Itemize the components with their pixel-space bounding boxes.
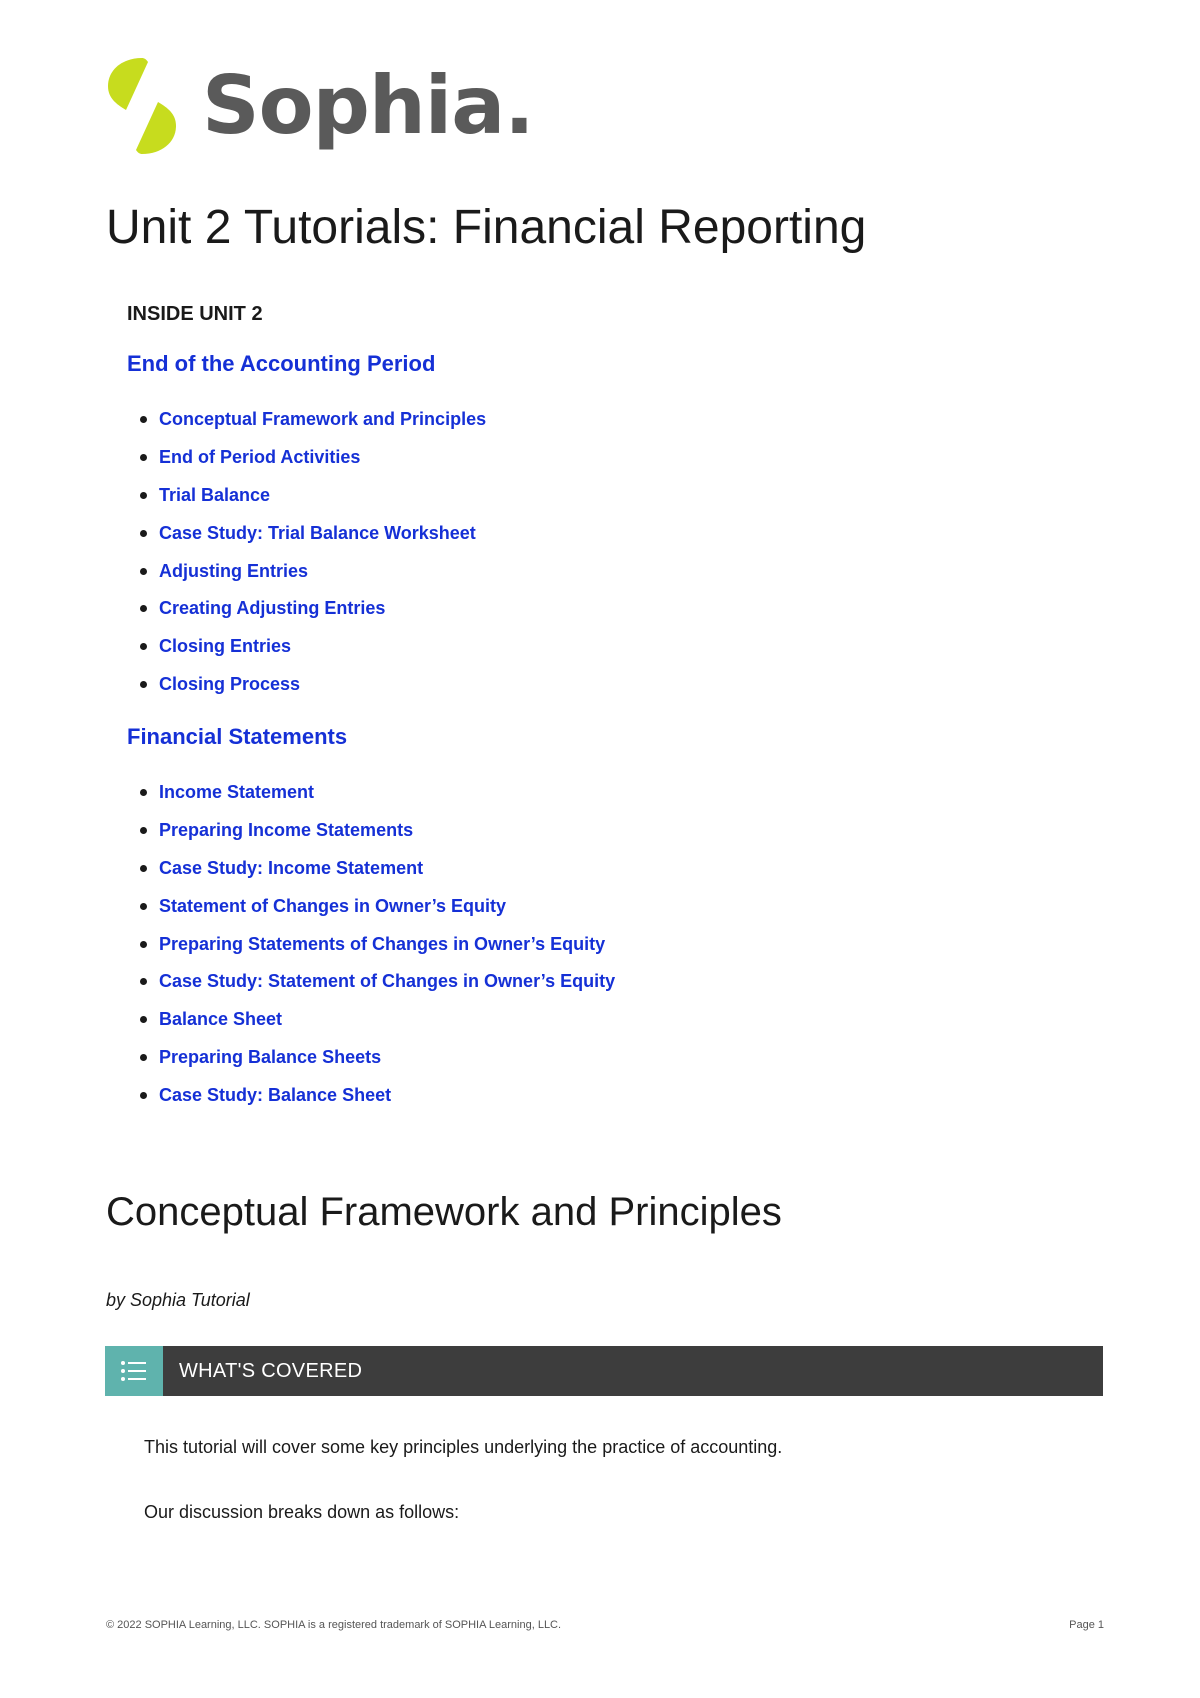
- sophia-logo-mark-icon: [104, 54, 180, 158]
- list-item[interactable]: [140, 514, 486, 552]
- tutorial-link[interactable]: Adjusting Entries: [159, 560, 309, 581]
- list-item[interactable]: [140, 850, 615, 888]
- tutorial-link[interactable]: Conceptual Framework and Principles: [159, 409, 487, 430]
- bullet-icon: [140, 530, 147, 537]
- tutorial-link[interactable]: Case Study: Income Statement: [159, 857, 424, 878]
- inside-unit-label: INSIDE UNIT 2: [127, 303, 263, 325]
- section-heading-financial-statements[interactable]: Financial Statements: [127, 724, 348, 749]
- list-item[interactable]: [140, 1001, 615, 1039]
- tutorial-link[interactable]: Income Statement: [159, 782, 315, 803]
- list-item[interactable]: [140, 666, 486, 704]
- list-item[interactable]: [140, 812, 615, 850]
- bullet-icon: [140, 568, 147, 575]
- bullet-icon: [140, 978, 147, 985]
- list-icon: [120, 1359, 148, 1383]
- list-item[interactable]: [140, 477, 486, 515]
- sophia-wordmark: [202, 59, 534, 152]
- bullet-icon: [140, 681, 147, 688]
- footer-page-number: Page 1: [1069, 1619, 1104, 1631]
- tutorial-byline: by Sophia Tutorial: [106, 1290, 250, 1310]
- tutorial-link[interactable]: Trial Balance: [159, 484, 271, 505]
- tutorial-link[interactable]: End of Period Activities: [159, 447, 361, 468]
- list-item[interactable]: [140, 590, 486, 628]
- page-title: Unit 2 Tutorials: Financial Reporting: [106, 201, 867, 254]
- tutorial-link[interactable]: Preparing Statements of Changes in Owner’s Equity: [159, 933, 606, 954]
- bullet-icon: [140, 454, 147, 461]
- bullet-icon: [140, 605, 147, 612]
- wordmark-text: Sophia: [202, 59, 505, 152]
- bullet-icon: [140, 492, 147, 499]
- tutorial-link[interactable]: Balance Sheet: [159, 1009, 283, 1030]
- tutorial-intro: This tutorial will cover some key principles underlying the practice of accounting.: [144, 1437, 783, 1457]
- tutorial-link[interactable]: Case Study: Statement of Changes in Owner’s Equity: [159, 971, 616, 992]
- tutorial-title: Conceptual Framework and Principles: [106, 1190, 782, 1234]
- bullet-icon: [140, 865, 147, 872]
- list-item[interactable]: [140, 552, 486, 590]
- list-item[interactable]: [140, 439, 486, 477]
- tutorial-link[interactable]: Case Study: Balance Sheet: [159, 1084, 392, 1105]
- tutorial-link[interactable]: Creating Adjusting Entries: [159, 598, 386, 619]
- financial-statements-link-list: [140, 774, 615, 1114]
- list-item[interactable]: [140, 1039, 615, 1077]
- footer-copyright: © 2022 SOPHIA Learning, LLC. SOPHIA is a registered trademark of SOPHIA Learning, LLC.: [106, 1619, 562, 1631]
- bullet-icon: [140, 1016, 147, 1023]
- list-item[interactable]: [140, 887, 615, 925]
- list-item[interactable]: [140, 925, 615, 963]
- bullet-icon: [140, 789, 147, 796]
- list-item[interactable]: [140, 401, 486, 439]
- end-of-period-link-list: [140, 401, 486, 703]
- sophia-logo: [104, 54, 534, 158]
- whats-covered-icon-box: [105, 1346, 163, 1396]
- whats-covered-label: WHAT'S COVERED: [179, 1359, 363, 1382]
- bullet-icon: [140, 1092, 147, 1099]
- bullet-icon: [140, 416, 147, 423]
- tutorial-link[interactable]: Statement of Changes in Owner’s Equity: [159, 895, 507, 916]
- list-item[interactable]: [140, 1076, 615, 1114]
- tutorial-link[interactable]: Preparing Income Statements: [159, 820, 414, 841]
- list-item[interactable]: [140, 963, 615, 1001]
- bullet-icon: [140, 643, 147, 650]
- list-item[interactable]: [140, 774, 615, 812]
- tutorial-link[interactable]: Closing Process: [159, 673, 301, 694]
- bullet-icon: [140, 1054, 147, 1061]
- whats-covered-bar: [105, 1346, 1103, 1396]
- bullet-icon: [140, 903, 147, 910]
- list-item[interactable]: [140, 628, 486, 666]
- tutorial-link[interactable]: Preparing Balance Sheets: [159, 1046, 382, 1067]
- wordmark-dot: .: [504, 59, 534, 152]
- tutorial-link[interactable]: Case Study: Trial Balance Worksheet: [159, 522, 476, 543]
- bullet-icon: [140, 827, 147, 834]
- tutorial-link[interactable]: Closing Entries: [159, 636, 292, 657]
- section-heading-end-of-period[interactable]: End of the Accounting Period: [127, 351, 436, 376]
- bullet-icon: [140, 941, 147, 948]
- tutorial-breakdown: Our discussion breaks down as follows:: [144, 1502, 460, 1522]
